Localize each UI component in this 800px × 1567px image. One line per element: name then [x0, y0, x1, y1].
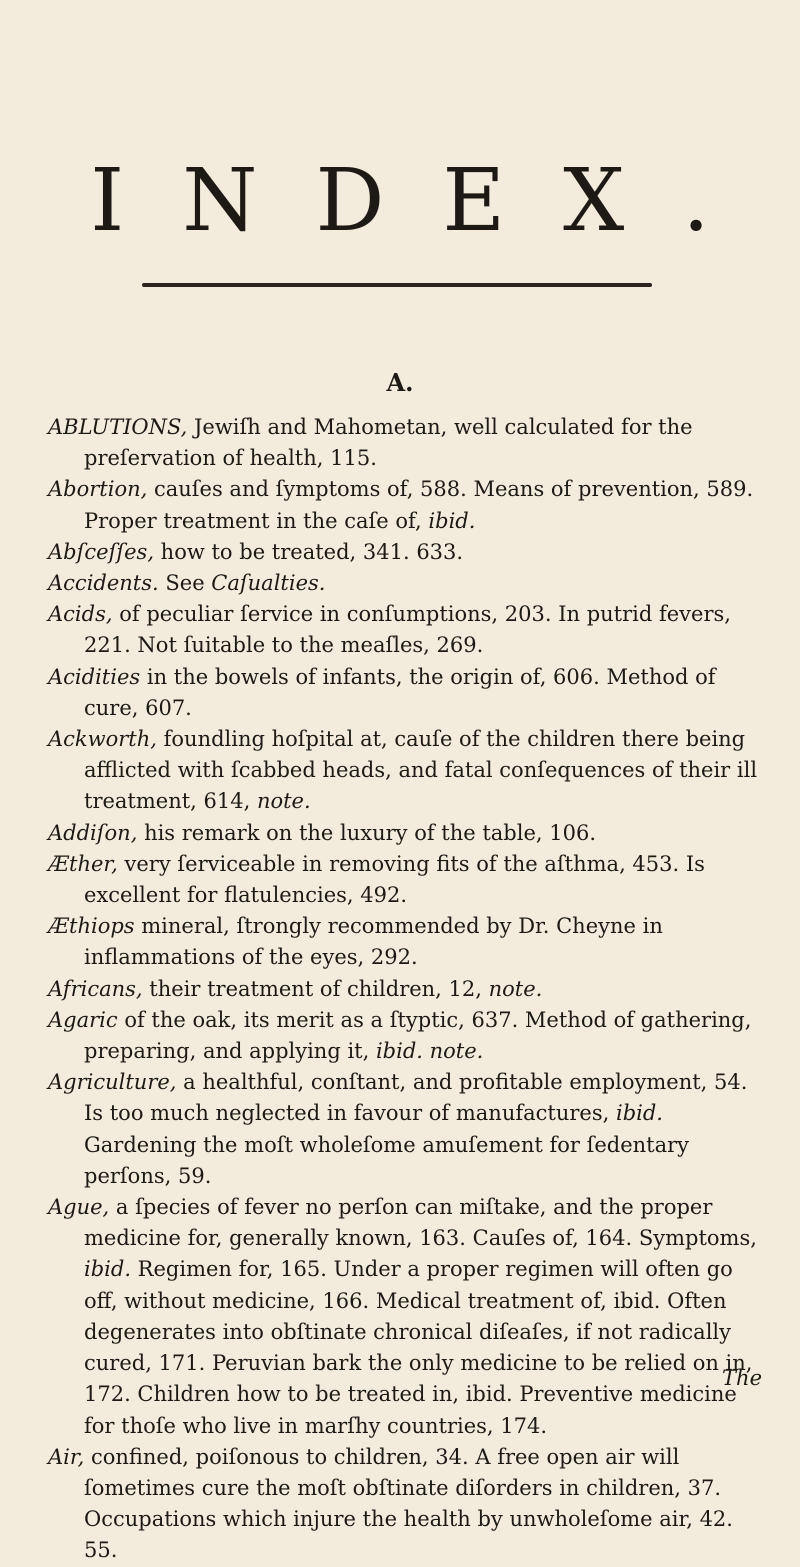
index-entry — [48, 1192, 768, 1442]
entry-headword: Acids, — [48, 602, 113, 627]
entry-text: in the bowels of infants, the origin of, 606. Method of cure, 607. — [84, 664, 716, 720]
entry-headword: Abſceſſes, — [48, 539, 154, 564]
index-entry — [48, 849, 768, 911]
entry-headword: Abortion, — [48, 477, 148, 502]
index-entries — [48, 412, 768, 1567]
entry-text: a ſpecies of fever no perſon can miſtake, and the proper medicine for, generally known, 163. Cauſes of, 164. Symptoms, — [84, 1195, 757, 1251]
entry-text: of the oak, its merit as a ſtyptic, 637. Method of gathering, preparing, and applying it, — [84, 1007, 752, 1064]
index-title: INDEX. — [90, 151, 768, 251]
entry-text: of peculiar ſervice in conſumptions, 203. In putrid fevers, 221. Not ſuitable to the meaſles, 269. — [84, 602, 731, 658]
index-entry — [48, 662, 768, 724]
catchword: The — [722, 1366, 762, 1390]
index-entry — [48, 911, 768, 973]
entry-headword: Ague, — [48, 1195, 110, 1220]
entry-text: confined, poiſonous to children, 34. A free open air will ſometimes cure the moſt obſtinate diſorders in children, 37. Occupations which injure the health by unwholeſome air, 42. 55. — [84, 1444, 733, 1563]
index-entry — [48, 474, 768, 536]
entry-headword: Agriculture, — [48, 1070, 177, 1095]
entry-headword: Acidities — [48, 664, 141, 689]
entry-headword: ABLUTIONS, — [48, 415, 188, 439]
entry-reference-italic: ibid. — [428, 508, 476, 533]
entry-text: his remark on the luxury of the table, 106. — [137, 820, 597, 845]
entry-headword: Agaric — [48, 1007, 118, 1032]
entry-text-continued: Regimen for, 165. Under a proper regimen will often go off, without medicine, 166. Medical treatment of, ibid. Often degenerates into obſtinate chronical diſeaſes, if not radically cured, 171. Peruvian bark the only medicine to be relied on in, 172. Children how to be treated in, ibid. Preventive medicine for thoſe who live in marſhy countries, 174. — [84, 1257, 753, 1438]
entry-headword: Addiſon, — [48, 820, 138, 845]
index-entry — [48, 599, 768, 661]
entry-headword: Ackworth, — [48, 727, 157, 752]
index-entry — [48, 568, 768, 599]
index-entry — [48, 1005, 768, 1067]
entry-text-continued: Gardening the moſt wholeſome amuſement for ſedentary perſons, 59. — [84, 1132, 690, 1188]
entry-text: a healthful, conſtant, and profitable employment, 54. Is too much neglected in favour of manufactures, — [84, 1070, 748, 1126]
index-entry — [48, 724, 768, 818]
entry-reference-italic: ibid. — [84, 1257, 131, 1282]
title-rule — [142, 283, 652, 287]
entry-headword: Æther, — [48, 851, 118, 876]
index-entry — [48, 1067, 768, 1192]
entry-text: mineral, ſtrongly recommended by Dr. Cheyne in inflammations of the eyes, 292. — [84, 914, 663, 970]
entry-text: See — [158, 571, 212, 596]
index-entry — [48, 537, 768, 568]
index-entry — [48, 412, 768, 474]
entry-reference-italic: note. — [256, 789, 311, 814]
entry-reference-italic: ibid. — [615, 1101, 663, 1126]
entry-reference-italic: ibid. note. — [375, 1039, 484, 1064]
index-entry — [48, 818, 768, 849]
entry-text: foundling hoſpital at, cauſe of the children there being afflicted with ſcabbed heads, and fatal conſequences of their ill treatment, 614, — [84, 727, 758, 814]
entry-headword: Africans, — [48, 976, 143, 1001]
entry-reference-italic: note. — [488, 976, 543, 1001]
entry-headword: Æthiops — [48, 914, 135, 939]
entry-text: Jewiſh and Mahometan, well calculated for the preſervation of health, 115. — [84, 415, 693, 471]
entry-headword: Air, — [48, 1444, 85, 1469]
entry-text: cauſes and ſymptoms of, 588. Means of prevention, 589. Proper treatment in the caſe of, — [84, 477, 754, 533]
section-letter: A. — [386, 368, 414, 397]
entry-text: their treatment of children, 12, — [142, 976, 489, 1001]
index-entry — [48, 974, 768, 1005]
entry-text: how to be treated, 341. 633. — [154, 539, 464, 564]
index-entry — [48, 1442, 768, 1567]
entry-text: very ſerviceable in removing fits of the aſthma, 453. Is excellent for flatulencies, 492. — [84, 851, 705, 908]
entry-headword: Accidents. — [48, 571, 159, 596]
entry-reference-italic: Caſualties. — [211, 571, 326, 596]
